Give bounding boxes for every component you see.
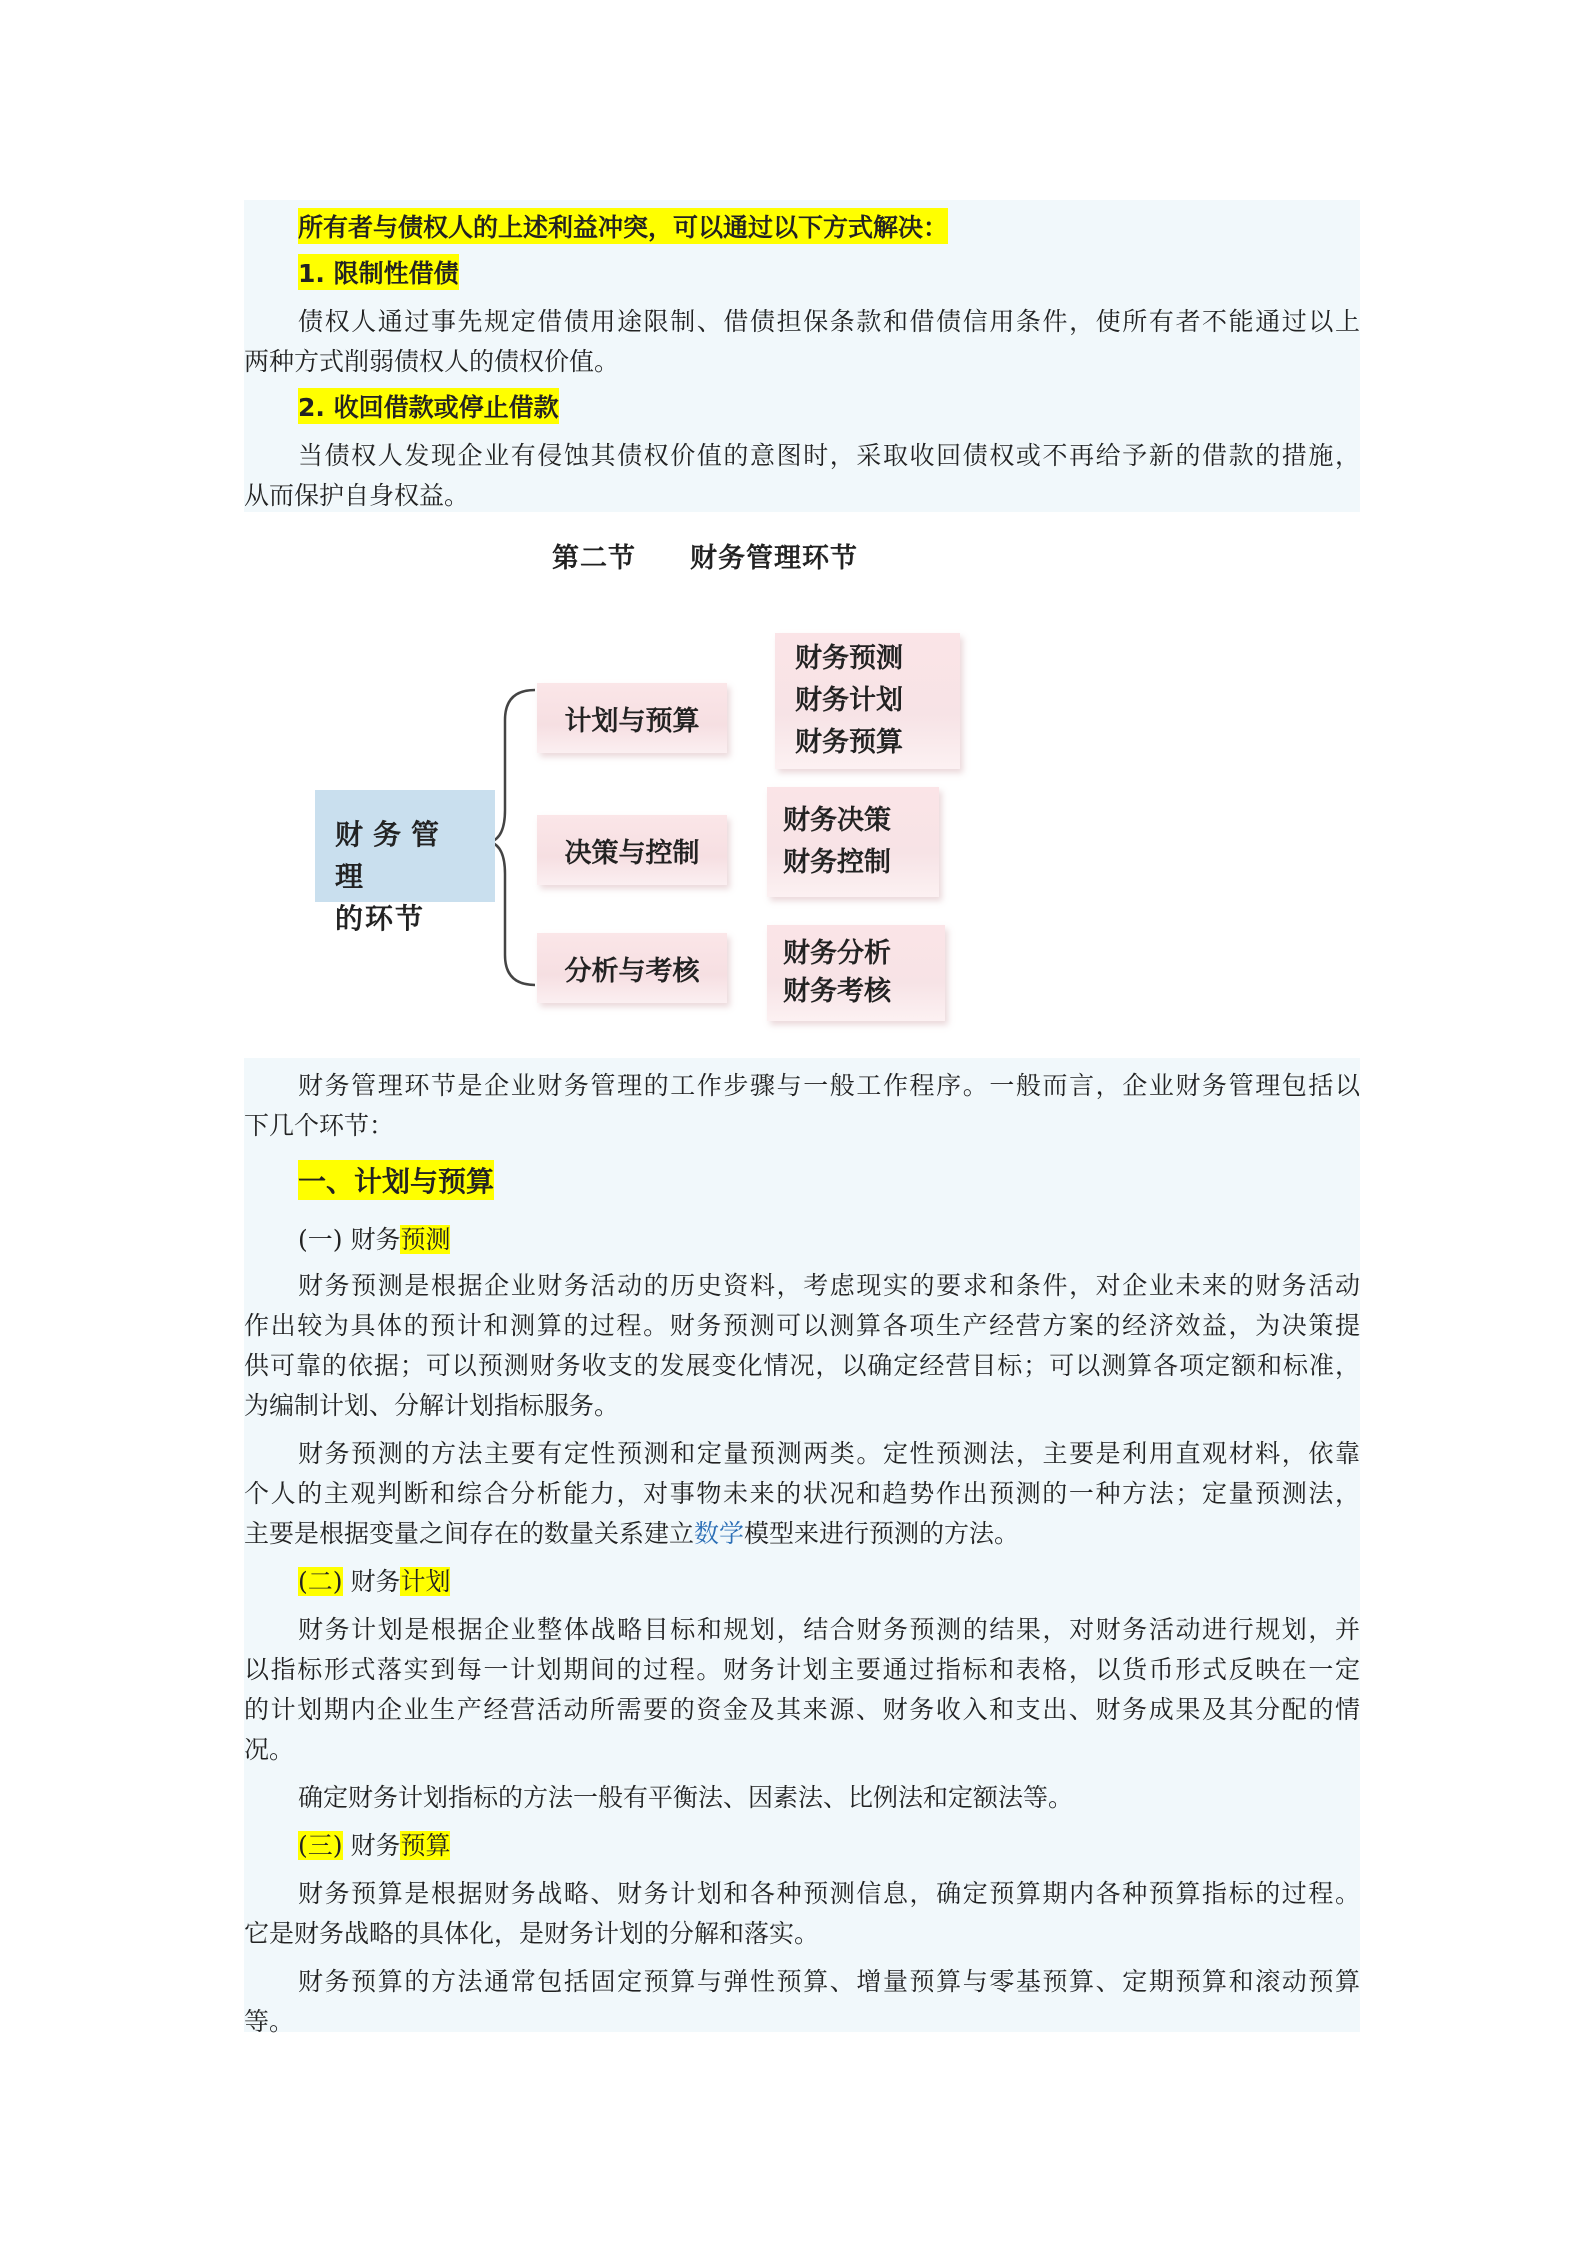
intro-line2: 下几个环节： [244, 1111, 395, 1140]
plan-p3-l3: 的计划期内企业生产经营活动所需要的资金及其来源、财务收入和支出、财务成果及其分配的情 [244, 1695, 1360, 1724]
forecast-p1-l1: 财务预测是根据企业财务活动的历史资料，考虑现实的要求和条件，对企业未来的财务活动 [298, 1271, 1360, 1300]
forecast-p1-l3: 供可靠的依据；可以预测财务收支的发展变化情况，以确定经营目标；可以测算各项定额和标准， [244, 1351, 1360, 1380]
item2-line1: 当债权人发现企业有侵蚀其债权价值的意图时，采取收回债权或不再给予新的借款的措施， [298, 441, 1360, 470]
conflict-heading: 所有者与债权人的上述利益冲突，可以通过以下方式解决： [298, 208, 948, 244]
budget-p5-l2: 它是财务战略的具体化，是财务计划的分解和落实。 [244, 1919, 820, 1948]
budget-p6-l2: 等。 [244, 2007, 295, 2036]
root-line2: 的环节 [335, 902, 426, 935]
budget-p6-l1: 财务预算的方法通常包括固定预算与弹性预算、增量预算与零基预算、定期预算和滚动预算 [298, 1967, 1360, 1996]
forecast-p1-l2: 作出较为具体的预计和测算的过程。财务预测可以测算各项生产经营方案的经济效益，为决策提 [244, 1311, 1360, 1340]
leaf-item: 财务计划 [795, 685, 903, 716]
leaf-group-decision-control [767, 787, 939, 897]
leaf-item: 财务考核 [783, 976, 891, 1007]
branch-decision-control [537, 815, 727, 885]
leaf-item: 财务预测 [795, 643, 903, 674]
intro-line1: 财务管理环节是企业财务管理的工作步骤与一般工作程序。一般而言，企业财务管理包括以 [298, 1071, 1360, 1100]
branch-label: 分析与考核 [564, 955, 700, 987]
leaf-item: 财务控制 [783, 847, 891, 878]
plan-p3-l1: 财务计划是根据企业整体战略目标和规划，结合财务预测的结果，对财务活动进行规划，并 [298, 1615, 1360, 1644]
diagram-root [315, 790, 495, 935]
forecast-p2-l1: 财务预测的方法主要有定性预测和定量预测两类。定性预测法，主要是利用直观材料，依靠 [298, 1439, 1360, 1468]
root-line1: 财务管理 [335, 818, 450, 893]
branch-plan-budget [537, 683, 727, 753]
item1-title: 1. 限制性借债 [298, 254, 459, 290]
leaf-item: 财务决策 [783, 805, 891, 836]
forecast-p2-l2: 个人的主观判断和综合分析能力，对事物未来的状况和趋势作出预测的一种方法；定量预测法， [244, 1479, 1360, 1508]
math-link[interactable]: 数学 [694, 1519, 745, 1548]
leaf-group-analysis-assessment [767, 925, 945, 1021]
branch-label: 决策与控制 [564, 837, 700, 869]
subheading-plan: (二) 财务计划 [298, 1567, 451, 1596]
plan-p4-l1: 确定财务计划指标的方法一般有平衡法、因素法、比例法和定额法等。 [298, 1783, 1074, 1812]
subheading-budget: (三) 财务预算 [298, 1831, 451, 1860]
item2-title: 2. 收回借款或停止借款 [298, 388, 559, 424]
leaf-item: 财务分析 [783, 938, 891, 969]
plan-p3-l4: 况。 [244, 1735, 295, 1764]
forecast-p2-l3: 主要是根据变量之间存在的数量关系建立数学模型来进行预测的方法。 [244, 1519, 1020, 1548]
leaf-item: 财务预算 [795, 727, 903, 758]
item2-line2: 从而保护自身权益。 [244, 481, 470, 510]
branch-analysis-assessment [537, 933, 727, 1003]
forecast-p1-l4: 为编制计划、分解计划指标服务。 [244, 1391, 620, 1420]
section-name: 财务管理环节 [690, 543, 858, 574]
section-number: 第二节 [552, 543, 636, 574]
plan-p3-l2: 以指标形式落实到每一计划期间的过程。财务计划主要通过指标和表格，以货币形式反映在一定 [244, 1655, 1360, 1684]
item1-line2: 两种方式削弱债权人的债权价值。 [244, 347, 620, 376]
item1-line1: 债权人通过事先规定借债用途限制、借债担保条款和借债信用条件，使所有者不能通过以上 [298, 307, 1360, 336]
subheading-forecast: (一) 财务预测 [298, 1225, 451, 1254]
budget-p5-l1: 财务预算是根据财务战略、财务计划和各种预测信息，确定预算期内各种预算指标的过程。 [298, 1879, 1360, 1908]
leaf-group-plan-budget [775, 633, 960, 769]
heading-plan-budget: 一、计划与预算 [298, 1160, 494, 1200]
branch-label: 计划与预算 [564, 705, 700, 737]
